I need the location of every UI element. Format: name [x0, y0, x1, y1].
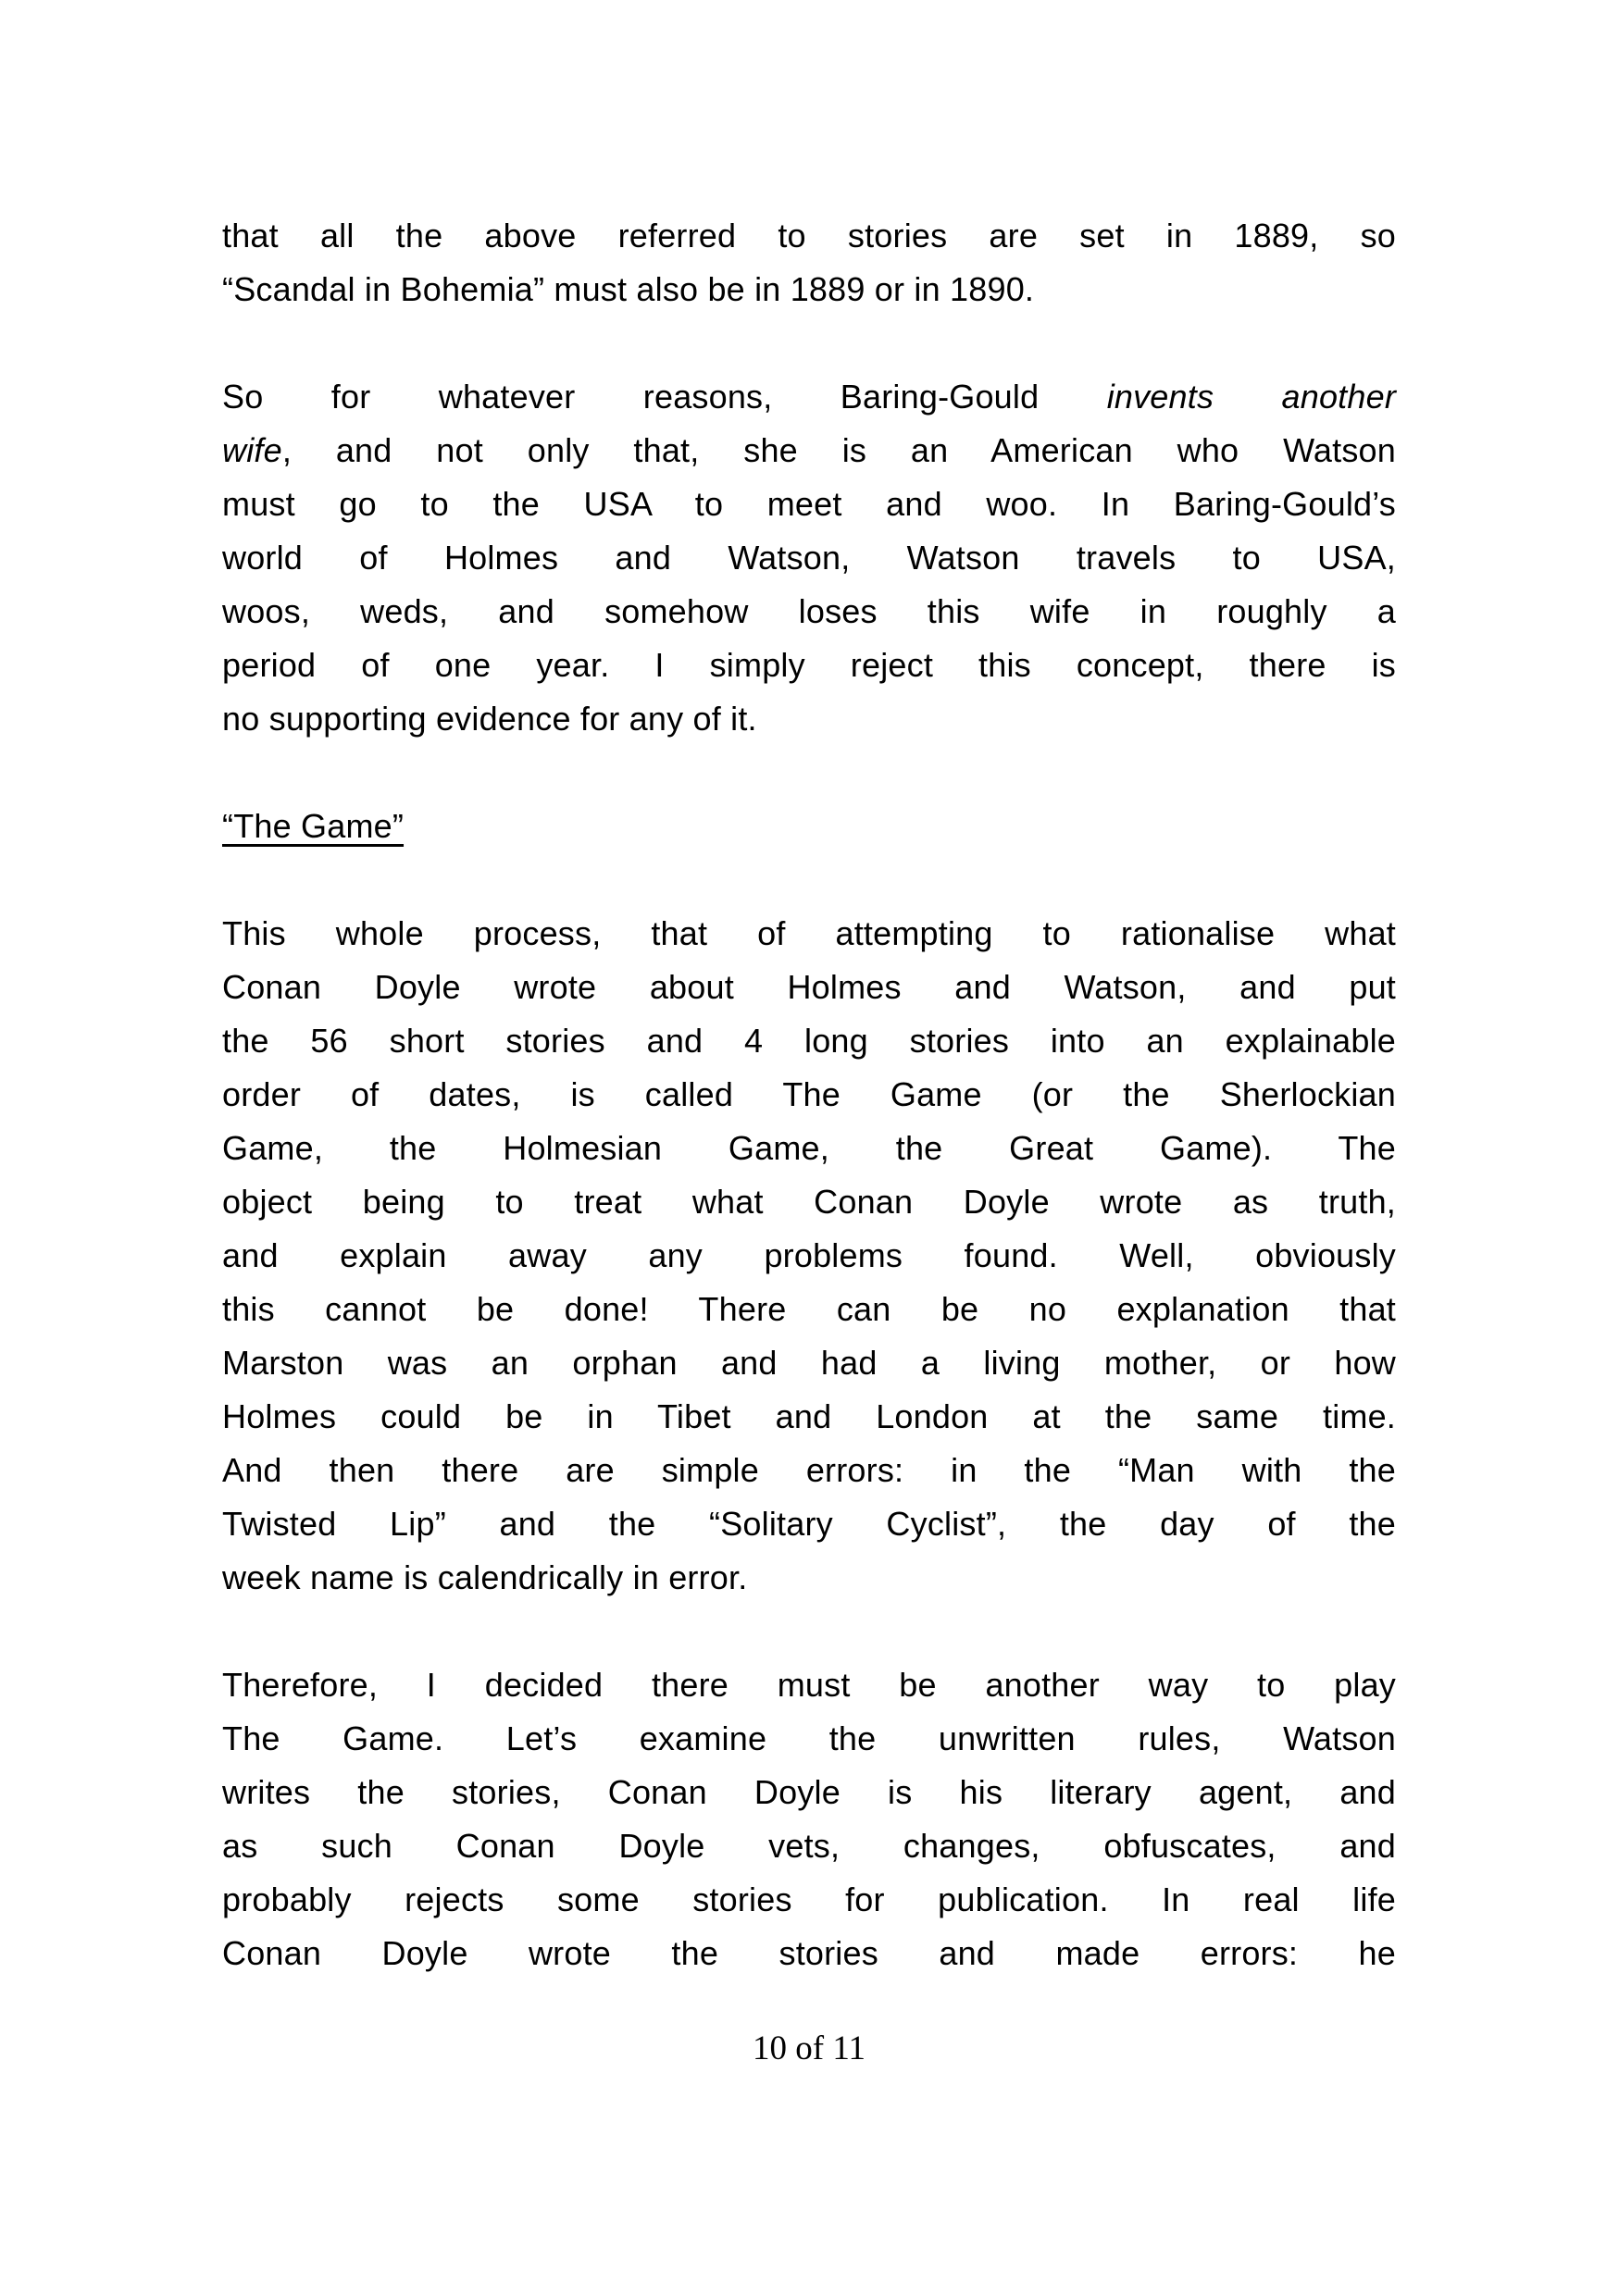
text-line: Conan Doyle wrote the stories and made errors: he [222, 1934, 1396, 1972]
text-line: no supporting evidence for any of it. [222, 700, 757, 738]
text-line: probably rejects some stories for publication. In real life [222, 1880, 1396, 1918]
text-line: and explain away any problems found. Well, obviously [222, 1236, 1396, 1274]
text-line: object being to treat what Conan Doyle wrote as truth, [222, 1183, 1396, 1221]
text-line: period of one year. I simply reject this concept, there is [222, 646, 1396, 684]
text-line: Therefore, I decided there must be another way to play [222, 1666, 1396, 1704]
page-number: 10 of 11 [753, 2029, 866, 2067]
text-line: Game, the Holmesian Game, the Great Game). The [222, 1129, 1396, 1167]
paragraph-1 [222, 209, 1396, 316]
text-line: as such Conan Doyle vets, changes, obfuscates, and [222, 1827, 1396, 1865]
text-line: The Game. Let’s examine the unwritten rules, Watson [222, 1719, 1396, 1757]
text-run: , and not only that, she is an American who Watson [281, 431, 1396, 469]
italic-text-run: invents another [1106, 378, 1397, 416]
text-line: woos, weds, and somehow loses this wife in roughly a [222, 592, 1396, 630]
text-line [222, 424, 1396, 478]
text-line: this cannot be done! There can be no explanation that [222, 1290, 1396, 1328]
paragraph-3 [222, 907, 1396, 1605]
section-heading [222, 800, 1396, 853]
paragraph-2 [222, 370, 1396, 746]
text-line: Twisted Lip” and the “Solitary Cyclist”, the day of the [222, 1505, 1396, 1543]
section-heading-text: “The Game” [222, 807, 405, 845]
text-line: And then there are simple errors: in the “Man with the [222, 1451, 1396, 1489]
text-line: world of Holmes and Watson, Watson travels to USA, [222, 539, 1396, 577]
text-line [222, 370, 1396, 424]
text-line: Marston was an orphan and had a living mother, or how [222, 1344, 1396, 1382]
text-line: “Scandal in Bohemia” must also be in 1889 or in 1890. [222, 270, 1035, 308]
body-text [222, 209, 1396, 2034]
text-line: week name is calendrically in error. [222, 1558, 748, 1596]
text-line: must go to the USA to meet and woo. In Baring-Gould’s [222, 485, 1396, 523]
text-line: order of dates, is called The Game (or the Sherlockian [222, 1075, 1396, 1113]
text-line: Holmes could be in Tibet and London at the same time. [222, 1397, 1396, 1435]
text-line: the 56 short stories and 4 long stories into an explainable [222, 1022, 1396, 1060]
text-line: This whole process, that of attempting to rationalise what [222, 914, 1396, 952]
text-line: Conan Doyle wrote about Holmes and Watson, and put [222, 968, 1396, 1006]
text-line: writes the stories, Conan Doyle is his literary agent, and [222, 1773, 1396, 1811]
italic-text-run: wife [222, 431, 282, 469]
paragraph-4 [222, 1658, 1396, 1980]
text-run: So for whatever reasons, Baring-Gould [222, 378, 1107, 416]
text-line: that all the above referred to stories are set in 1889, so [222, 217, 1396, 254]
